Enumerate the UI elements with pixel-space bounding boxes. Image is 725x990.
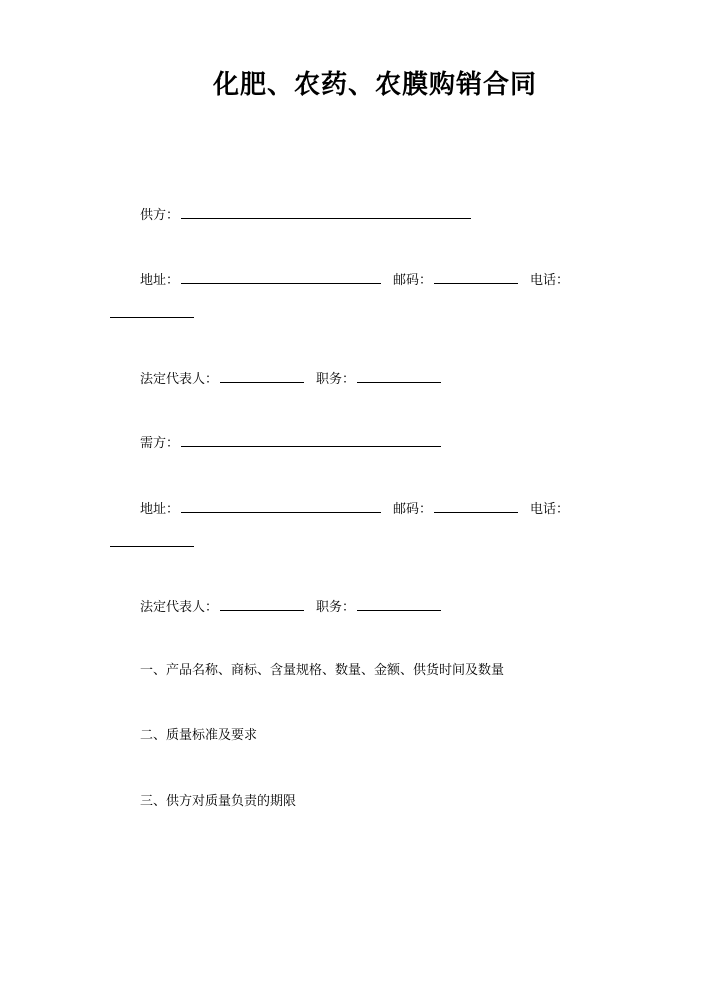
buyer-postcode-label: 邮码： xyxy=(393,502,433,517)
supplier-address-label: 地址： xyxy=(140,273,180,288)
supplier-postcode-label: 邮码： xyxy=(393,273,433,288)
supplier-phone-label: 电话： xyxy=(530,273,570,288)
buyer-phone-continuation xyxy=(110,534,196,552)
document-title: 化肥、农药、农膜购销合同 xyxy=(212,70,537,100)
section-2-heading: 二、质量标准及要求 xyxy=(140,728,258,743)
section-3-heading: 三、供方对质量负责的期限 xyxy=(140,794,297,809)
buyer-position-blank[interactable] xyxy=(357,598,441,611)
buyer-label: 需方： xyxy=(140,436,180,451)
supplier-line xyxy=(140,206,473,224)
buyer-legal-rep-line xyxy=(140,598,443,616)
supplier-label: 供方： xyxy=(140,208,180,223)
supplier-legal-rep-blank[interactable] xyxy=(220,370,304,383)
supplier-position-label: 职务： xyxy=(316,372,356,387)
buyer-legal-rep-label: 法定代表人： xyxy=(140,600,219,615)
supplier-position-blank[interactable] xyxy=(357,370,441,383)
supplier-address-line xyxy=(140,271,569,289)
supplier-phone-blank[interactable] xyxy=(110,305,194,318)
supplier-postcode-blank[interactable] xyxy=(434,271,518,284)
buyer-address-line xyxy=(140,500,569,518)
buyer-postcode-blank[interactable] xyxy=(434,500,518,513)
buyer-position-label: 职务： xyxy=(316,600,356,615)
buyer-phone-label: 电话： xyxy=(530,502,570,517)
supplier-blank[interactable] xyxy=(181,206,471,219)
buyer-blank[interactable] xyxy=(181,434,441,447)
buyer-line xyxy=(140,434,443,452)
supplier-legal-rep-line xyxy=(140,370,443,388)
supplier-address-blank[interactable] xyxy=(181,271,381,284)
supplier-legal-rep-label: 法定代表人： xyxy=(140,372,219,387)
buyer-address-blank[interactable] xyxy=(181,500,381,513)
section-1-heading: 一、产品名称、商标、含量规格、数量、金额、供货时间及数量 xyxy=(140,663,505,678)
buyer-address-label: 地址： xyxy=(140,502,180,517)
buyer-phone-blank[interactable] xyxy=(110,534,194,547)
buyer-legal-rep-blank[interactable] xyxy=(220,598,304,611)
supplier-phone-continuation xyxy=(110,305,196,323)
